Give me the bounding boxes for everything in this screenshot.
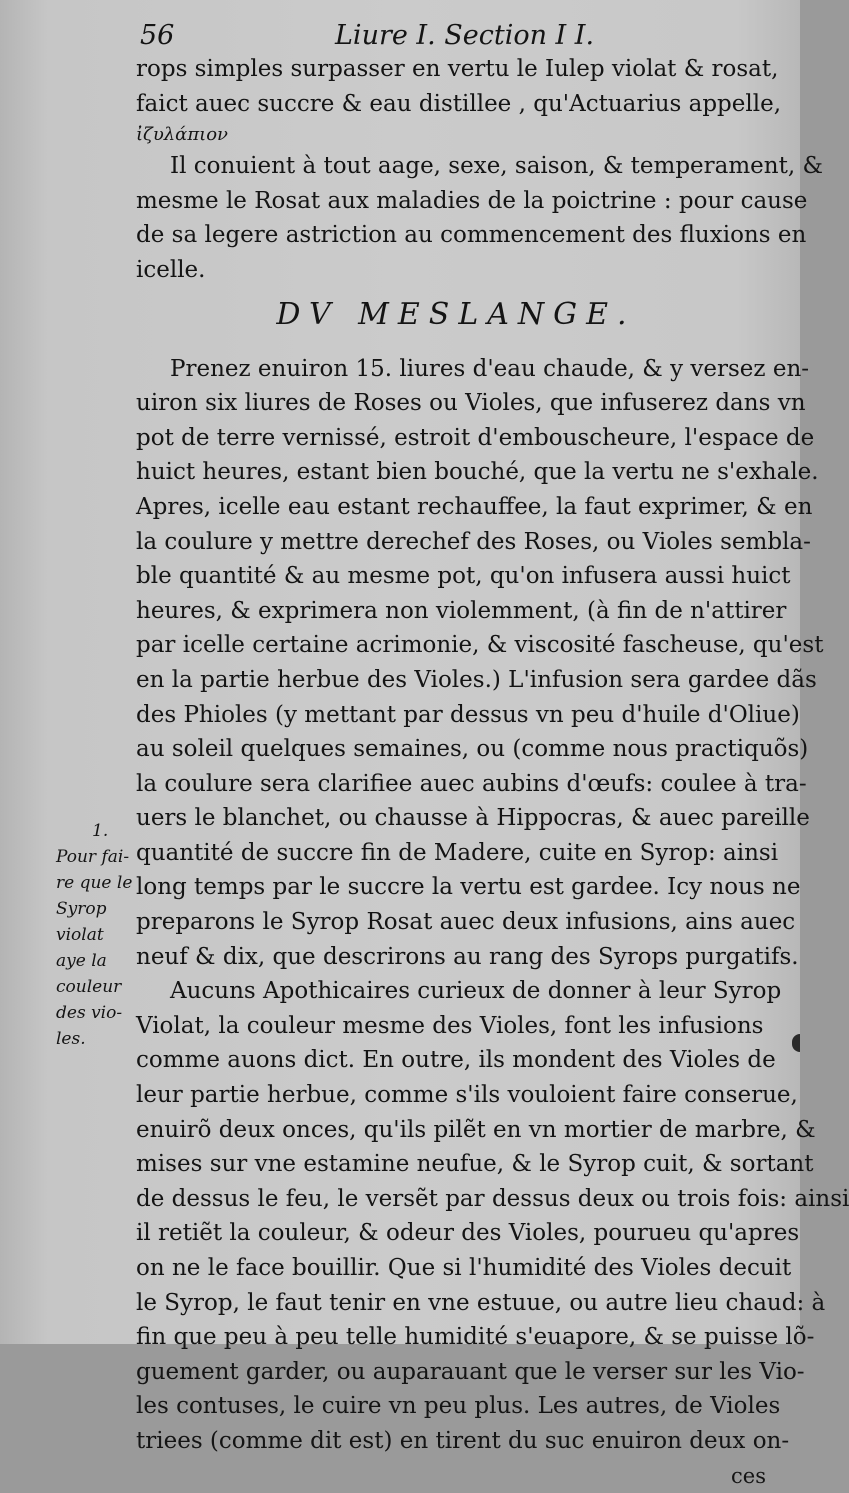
text-line: fin que peu à peu telle humidité s'euapore, & se puisse lõ- xyxy=(136,1324,815,1351)
greek-word: ἰζυλάπιον xyxy=(136,124,228,146)
text-line: par icelle certaine acrimonie, & viscosité fascheuse, qu'est xyxy=(136,632,824,659)
text-line: leur partie herbue, comme s'ils vouloient faire conserue, xyxy=(136,1082,798,1109)
text-line: quantité de succre fin de Madere, cuite en Syrop: ainsi xyxy=(136,839,779,866)
text-line: mises sur vne estamine neufue, & le Syrop cuit, & sortant xyxy=(136,1151,814,1178)
text-line: Prenez enuiron 15. liures d'eau chaude, & y versez en- xyxy=(170,355,810,382)
text-line: neuf & dix, que descrirons au rang des Syrops purgatifs. xyxy=(136,943,799,970)
text-line: la coulure y mettre derechef des Roses, ou Violes sembla- xyxy=(136,528,811,555)
text-line: il retiẽt la couleur, & odeur des Violes, pourueu qu'apres xyxy=(136,1220,800,1247)
text-line: huict heures, estant bien bouché, que la vertu ne s'exhale. xyxy=(136,459,819,486)
text-line: Il conuient à tout aage, sexe, saison, & temperament, & xyxy=(170,153,823,180)
text-line: on ne le face bouillir. Que si l'humidité des Violes decuit xyxy=(136,1255,792,1281)
text-line: comme auons dict. En outre, ils mondent des Violes de xyxy=(136,1047,776,1074)
text-line: uiron six liures de Roses ou Violes, que infuserez dans vn xyxy=(136,390,806,417)
text-line: Aucuns Apothicaires curieux de donner à leur Syrop xyxy=(170,978,782,1005)
note-line: Syrop xyxy=(56,899,107,919)
text-line: guement garder, ou auparauant que le verser sur les Vio- xyxy=(136,1358,805,1385)
text-line: les contuses, le cuire vn peu plus. Les autres, de Violes xyxy=(136,1393,781,1420)
text-line: enuirõ deux onces, qu'ils pilẽt en vn mortier de marbre, & xyxy=(136,1116,816,1143)
note-number: 1. xyxy=(92,821,109,841)
text-line: long temps par le succre la vertu est gardee. Icy nous ne xyxy=(136,874,801,901)
text-line: faict auec succre & eau distillee , qu'Actuarius appelle, xyxy=(136,90,782,117)
note-line: couleur xyxy=(56,977,122,997)
running-head xyxy=(140,18,760,54)
text-line: preparons le Syrop Rosat auec deux infusions, ains auec xyxy=(136,909,796,936)
text-line: triees (comme dit est) en tirent du suc enuiron deux on- xyxy=(136,1427,790,1454)
page-edge-tab xyxy=(792,1034,800,1052)
note-line: re que le xyxy=(56,873,133,893)
note-line: aye la xyxy=(56,951,107,971)
text-line: au soleil quelques semaines, ou (comme nous practiquõs) xyxy=(136,736,809,763)
text-line: icelle. xyxy=(136,256,206,283)
text-line: mesme le Rosat aux maladies de la poictrine : pour cause xyxy=(136,187,808,214)
main-text xyxy=(136,52,849,1493)
margin-note xyxy=(56,818,136,1052)
note-line: Pour fai- xyxy=(56,847,130,867)
note-line: des vio- xyxy=(56,1003,123,1023)
text-line: Violat, la couleur mesme des Violes, font les infusions xyxy=(136,1012,764,1039)
page-number: 56 xyxy=(140,20,175,51)
running-title: Liure I. Section I I. xyxy=(335,20,595,51)
text-line: pot de terre vernissé, estroit d'embouscheure, l'espace de xyxy=(136,424,815,451)
text-line: Apres, icelle eau estant rechauffee, la faut exprimer, & en xyxy=(136,493,813,520)
text-line: uers le blanchet, ou chausse à Hippocras, & auec pareille xyxy=(136,805,810,832)
note-line: les. xyxy=(56,1029,86,1049)
text-line: de dessus le feu, le versẽt par dessus deux ou trois fois: ainsi xyxy=(136,1185,849,1212)
text-line: des Phioles (y mettant par dessus vn peu d'huile d'Oliue) xyxy=(136,701,800,728)
text-line: heures, & exprimera non violemment, (à fin de n'attirer xyxy=(136,597,787,624)
text-line: la coulure sera clarifiee auec aubins d'œufs: coulee à tra- xyxy=(136,770,807,797)
text-line: le Syrop, le faut tenir en vne estuue, ou autre lieu chaud: à xyxy=(136,1289,826,1316)
text-line: ble quantité & au mesme pot, qu'on infusera aussi huict xyxy=(136,563,791,590)
note-line: violat xyxy=(56,925,104,945)
text-line: en la partie herbue des Violes.) L'infusion sera gardee dãs xyxy=(136,666,817,693)
section-heading: DV MESLANGE. xyxy=(276,296,636,332)
text-line: de sa legere astriction au commencement des fluxions en xyxy=(136,222,807,249)
text-line: rops simples surpasser en vertu le Iulep violat & rosat, xyxy=(136,56,779,82)
catchword: ces xyxy=(731,1463,766,1488)
